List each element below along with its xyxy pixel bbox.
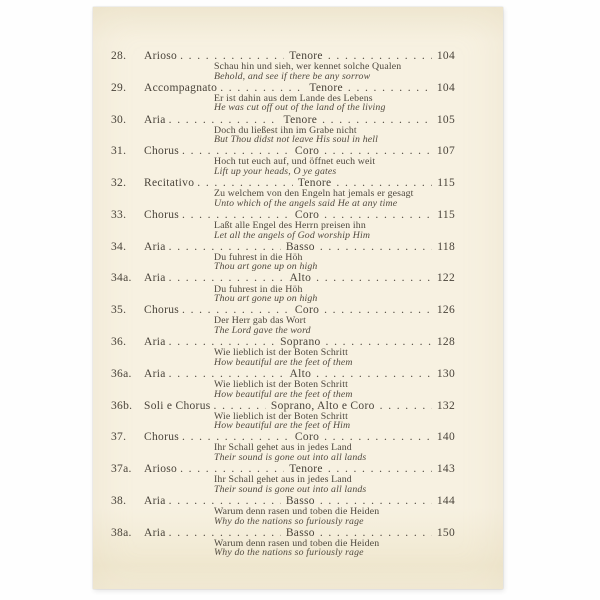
toc-entry xyxy=(111,177,455,208)
entry-voice: Soprano xyxy=(280,336,321,349)
entry-voice: Coro xyxy=(294,304,320,317)
entry-page-number: 140 xyxy=(436,431,456,444)
entry-german-text: Warum denn rasen und toben die Heiden xyxy=(214,537,380,549)
toc-entry xyxy=(111,400,455,431)
entry-title: Aria xyxy=(144,367,166,380)
toc-entry-line xyxy=(111,114,455,126)
entry-page-number: 118 xyxy=(437,240,455,253)
entry-voice: Basso xyxy=(285,526,315,539)
entry-german-text: Der Herr gab das Wort xyxy=(214,315,306,327)
toc-entry-line xyxy=(111,527,455,539)
entry-german-text: Er ist dahin aus dem Lande des Lebens xyxy=(214,92,373,104)
entry-english-text: The Lord gave the word xyxy=(214,324,311,336)
dot-leader xyxy=(169,241,281,253)
entry-german-text: Warum denn rasen und toben die Heiden xyxy=(214,506,380,518)
toc-entry-line xyxy=(111,400,455,412)
entry-voice: Basso xyxy=(285,240,315,253)
entry-title: Chorus xyxy=(144,208,180,221)
entry-number: 29. xyxy=(111,81,127,94)
entry-number: 30. xyxy=(111,113,127,126)
dot-leader xyxy=(316,272,432,284)
entry-title: Aria xyxy=(144,526,166,539)
toc-entry xyxy=(111,495,455,526)
toc-entry xyxy=(111,368,455,399)
entry-page-number: 105 xyxy=(436,113,456,126)
entry-title: Chorus xyxy=(144,304,180,317)
toc-entry xyxy=(111,527,455,558)
entry-german-text: Schau hin und sieh, wer kennet solche Qualen xyxy=(214,61,402,73)
entry-english-text: Their sound is gone out into all lands xyxy=(214,452,367,464)
entry-title: Recitativo xyxy=(144,177,195,190)
entry-title: Aria xyxy=(144,240,166,253)
entry-voice: Alto xyxy=(289,272,312,285)
book-page xyxy=(93,7,503,589)
entry-voice: Alto xyxy=(289,367,312,380)
entry-number: 36b. xyxy=(111,399,133,412)
entry-number: 34. xyxy=(111,240,127,253)
toc-entry xyxy=(111,272,455,303)
entry-german-text: Wie lieblich ist der Boten Schritt xyxy=(214,347,348,359)
dot-leader xyxy=(380,400,432,412)
dot-leader xyxy=(320,527,432,539)
entry-english-text: Behold, and see if there be any sorrow xyxy=(214,70,371,82)
entry-voice: Tenore xyxy=(289,50,323,62)
toc-entry xyxy=(111,336,455,367)
toc-entry xyxy=(111,463,455,494)
entry-german-text: Du fuhrest in die Höh xyxy=(214,251,303,263)
entry-english-text: How beautiful are the feet of them xyxy=(214,388,353,400)
entry-english-text: Thou art gone up on high xyxy=(214,261,318,273)
entry-voice: Tenore xyxy=(289,463,323,476)
entry-voice: Tenore xyxy=(283,113,318,126)
dot-leader xyxy=(169,527,281,539)
entry-page-number: 132 xyxy=(436,399,456,412)
toc-entry xyxy=(111,50,455,81)
entry-voice: Coro xyxy=(294,145,320,158)
entry-english-text: Let all the angels of God worship Him xyxy=(214,229,371,241)
entry-title: Chorus xyxy=(144,431,180,444)
entry-number: 38. xyxy=(111,494,127,507)
entry-english-text: How beautiful are the feet of them xyxy=(214,356,353,368)
entry-german-text: Doch du ließest ihn im Grabe nicht xyxy=(214,124,357,136)
entry-title: Aria xyxy=(144,494,166,507)
entry-english-text: Their sound is gone out into all lands xyxy=(214,483,367,495)
entry-german-text: Ihr Schall gehet aus in jedes Land xyxy=(214,474,352,486)
entry-title: Aria xyxy=(144,272,166,285)
entry-number: 35. xyxy=(111,304,127,317)
toc-entry-line xyxy=(111,272,455,284)
toc-entry xyxy=(111,209,455,240)
entry-number: 32. xyxy=(111,177,127,190)
entry-number: 38a. xyxy=(111,526,132,539)
toc-entry-line xyxy=(111,241,455,253)
toc-entry xyxy=(111,82,455,113)
entry-page-number: 126 xyxy=(436,304,456,317)
entry-title: Aria xyxy=(144,113,166,126)
toc-list xyxy=(111,50,455,559)
entry-voice: Coro xyxy=(294,431,320,444)
entry-number: 36a. xyxy=(111,367,132,380)
entry-number: 34a. xyxy=(111,272,132,285)
entry-voice: Tenore xyxy=(297,177,332,190)
entry-number: 37a. xyxy=(111,463,132,476)
entry-english-text: Lift up your heads, O ye gates xyxy=(214,166,337,178)
entry-german-text: Hoch tut euch auf, und öffnet euch weit xyxy=(214,156,376,168)
entry-page-number: 144 xyxy=(436,494,455,507)
entry-number: 31. xyxy=(111,145,127,158)
entry-title: Aria xyxy=(144,336,166,349)
toc-entry xyxy=(111,241,455,272)
entry-title: Accompagnato xyxy=(144,81,218,94)
entry-english-text: Why do the nations so furiously rage xyxy=(214,547,364,559)
toc-entry xyxy=(111,114,455,145)
toc-entry xyxy=(111,304,455,335)
entry-german-text: Laßt alle Engel des Herrn preisen ihn xyxy=(214,220,366,231)
dot-leader xyxy=(322,114,432,126)
entry-page-number: 115 xyxy=(437,177,456,190)
dot-leader xyxy=(320,241,432,253)
entry-page-number: 104 xyxy=(436,50,456,62)
entry-english-text: Unto which of the angels said He at any time xyxy=(214,197,398,209)
entry-voice: Basso xyxy=(285,494,315,507)
dot-leader xyxy=(169,272,285,284)
entry-title: Arioso xyxy=(144,50,178,62)
entry-number: 33. xyxy=(111,208,127,221)
entry-title: Arioso xyxy=(144,463,178,476)
entry-german-text: Wie lieblich ist der Boten Schritt xyxy=(214,378,348,390)
entry-page-number: 115 xyxy=(437,208,456,221)
entry-page-number: 128 xyxy=(436,336,456,349)
entry-english-text: He was cut off out of the land of the living xyxy=(214,102,386,114)
dot-leader xyxy=(169,114,279,126)
toc-entry xyxy=(111,431,455,462)
entry-page-number: 107 xyxy=(436,145,456,158)
dot-leader xyxy=(214,400,266,412)
entry-title: Soli e Chorus xyxy=(144,399,211,412)
entry-page-number: 104 xyxy=(436,81,455,94)
entry-german-text: Du fuhrest in die Höh xyxy=(214,283,303,295)
entry-page-number: 150 xyxy=(436,526,455,539)
dot-leader xyxy=(324,304,432,316)
entry-english-text: Thou art gone up on high xyxy=(214,293,318,305)
entry-title: Chorus xyxy=(144,145,180,158)
entry-english-text: Why do the nations so furiously rage xyxy=(214,515,364,527)
entry-number: 36. xyxy=(111,336,127,349)
entry-voice: Tenore xyxy=(309,81,343,94)
entry-number: 28. xyxy=(111,50,127,62)
entry-page-number: 122 xyxy=(436,272,456,285)
entry-voice: Coro xyxy=(294,208,320,221)
entry-german-text: Ihr Schall gehet aus in jedes Land xyxy=(214,442,352,454)
entry-page-number: 143 xyxy=(436,463,456,476)
toc-entry xyxy=(111,145,455,176)
entry-english-text: How beautiful are the feet of Him xyxy=(214,420,351,432)
entry-page-number: 130 xyxy=(436,367,456,380)
entry-number: 37. xyxy=(111,431,127,444)
entry-german-text: Wie lieblich ist der Boten Schritt xyxy=(214,410,348,422)
entry-german-text: Zu welchem von den Engeln hat jemals er gesagt xyxy=(214,188,414,200)
entry-voice: Soprano, Alto e Coro xyxy=(270,399,375,412)
entry-english-text: But Thou didst not leave His soul in hell xyxy=(214,134,378,146)
